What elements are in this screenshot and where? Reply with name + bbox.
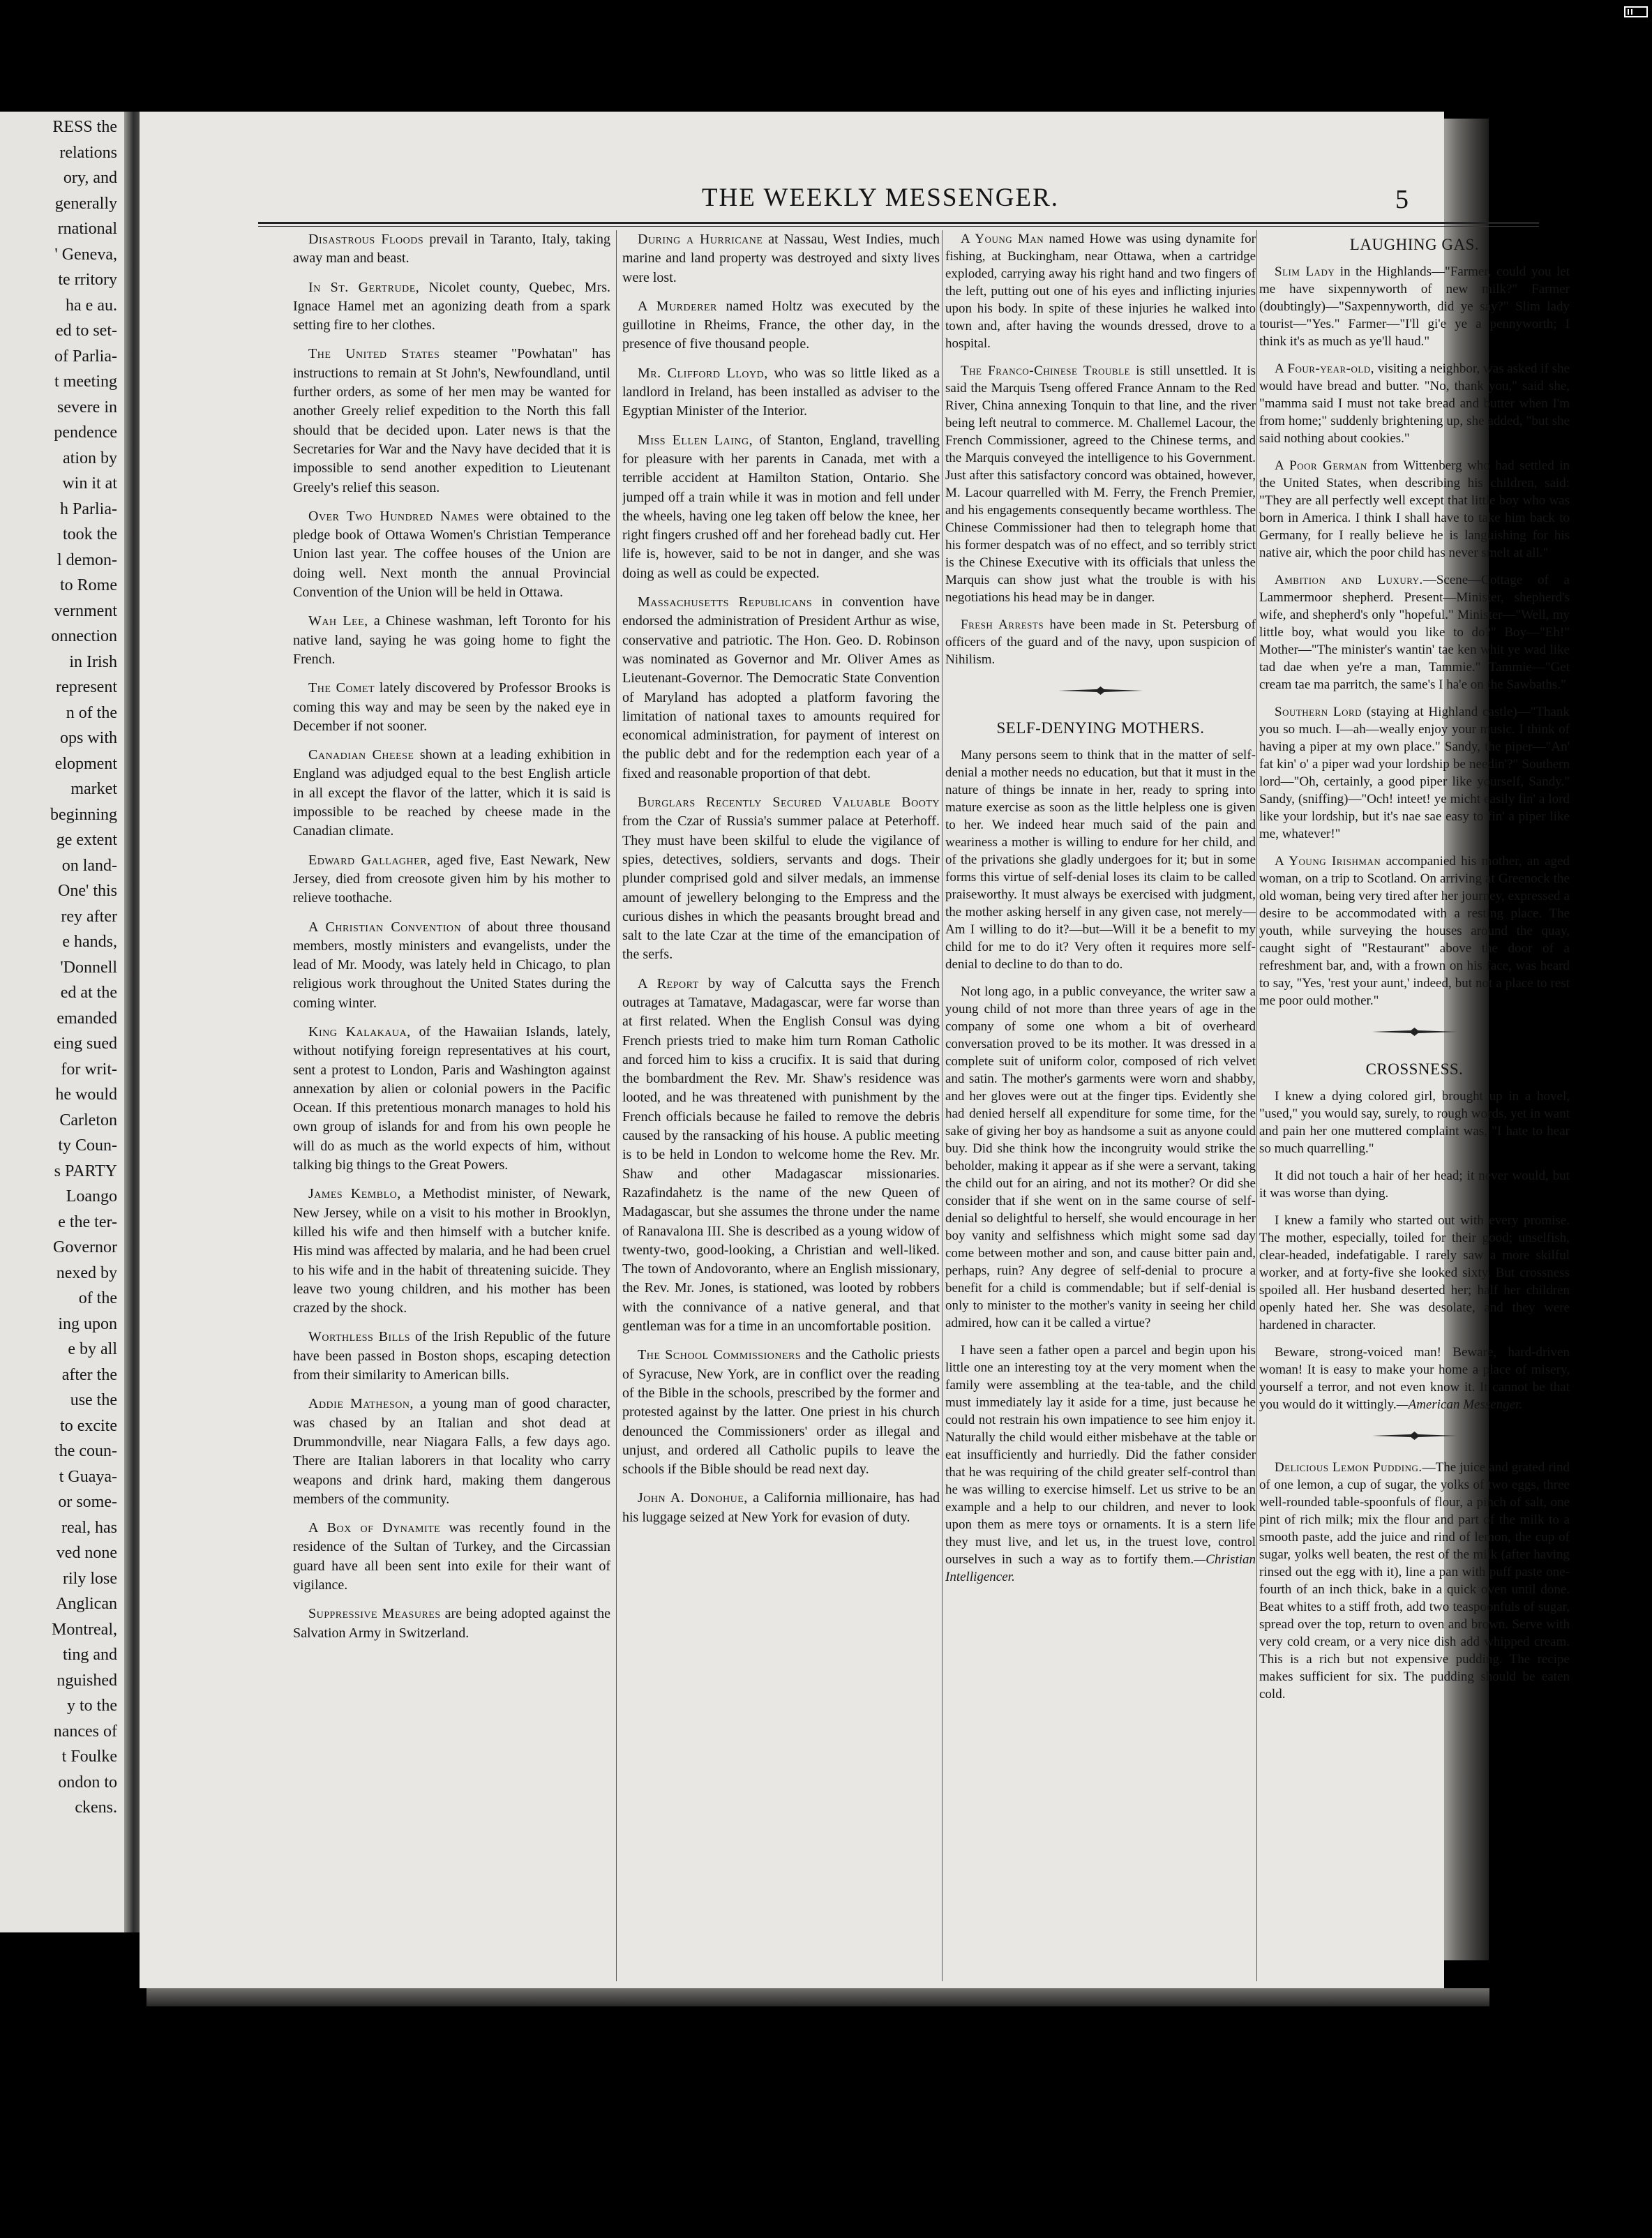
news-item [1259,263,1570,350]
section-divider-ornament-icon [945,685,1256,696]
left-page-fragment: ed to set- [56,322,117,340]
news-item [293,679,610,736]
left-page-fragment: One' this [58,882,117,900]
item-text: a California millionaire, has had his luggage seized at New York for evasion of duty. [622,1490,940,1525]
left-page-fragment: Carleton [59,1111,117,1129]
item-text: a Chinese washman, left Toronto for his native land, saying he was going home to fight the French. [293,613,610,667]
item-lead: Ambition and Luxury. [1275,573,1423,587]
item-lead: Worthless Bills [308,1329,411,1345]
left-page-fragment: ' Geneva, [54,245,117,264]
left-page-fragment: RESS the [52,118,117,136]
news-item [622,230,940,287]
left-page-fragment: ops with [59,729,117,747]
item-lead: Suppressive Measures [308,1606,441,1622]
book-gutter [124,112,140,1932]
left-page-fragment: ation by [63,449,117,467]
news-item [1259,703,1570,843]
news-item [293,1328,610,1385]
left-page-fragment: te rritory [58,271,117,289]
item-text: and the Catholic priests of Syracuse, New York, are in conflict over the reading of the Bible in the schools, prescribed by the former and protested against by the latter. One priest in his church denounced the Commissioners' order as illegal and unjust, and ordered all Catholic pupils to leave the schools if the Bible should be read next day. [622,1347,940,1478]
item-text: of the Irish Republic of the future have been passed in Boston shops, escaping detection from their similarity to American bills. [293,1329,610,1383]
column-2 [622,230,940,1974]
item-lead: Massachusetts Republicans [638,594,813,610]
previous-page-edge [0,112,124,1932]
item-text: at Nassau, West Indies, much marine and land property was destroyed and sixty lives were lost. [622,232,940,285]
item-text: in the Highlands—"Farmer, could you let me have sixpennyworth of new milk?" Farmer (doubtingly)—"Saxpennyworth, did ye say?" Slim lady tourist—"Yes." Farmer—"I'll gi'e ye a pennyworth; I think it's as much as ye'll haud." [1259,264,1570,349]
left-page-fragment: Anglican [56,1595,117,1613]
column-divider [942,230,943,1981]
item-lead: The School Commissioners [638,1347,802,1363]
item-lead: Fresh Arrests [961,617,1044,632]
column-1 [293,230,610,1974]
article-credit: —American Messenger. [1396,1397,1523,1412]
item-lead: Canadian Cheese [308,747,414,763]
item-text: lately discovered by Professor Brooks is coming this way and may be seen by the naked eye in December if not sooner. [293,680,610,734]
news-item [945,230,1256,352]
article-paragraph: Beware, strong-voiced man! Beware, hard-driven woman! It is easy to make your home a place of misery, yourself a terror, and not even know it. It cannot be that you would do it wittingly.—American Messenger. [1259,1345,1570,1412]
left-page-fragment: rey after [61,907,117,926]
item-lead: Southern Lord [1275,705,1362,719]
item-lead: The Franco-Chinese Trouble [961,363,1130,378]
left-page-fragment: n of the [66,703,117,722]
left-page-fragment: or some- [58,1493,117,1511]
news-item [945,616,1256,668]
item-lead: A Box of Dynamite [308,1520,441,1536]
left-page-fragment: t Guaya- [59,1467,117,1486]
item-lead: Mr. Clifford Lloyd, [638,365,768,381]
news-item [622,297,940,354]
item-text: —The juice and grated rind of one lemon, a cup of sugar, the yolks of two eggs, three well-rounded table-spoonfuls of flour, a pinch of salt, one pint of rich milk; mix the flour and part of the milk to a smooth paste, add the juice and rind of lemon, the cup of sugar, yolks well beaten, the rest of the milk (after having rinsed out the egg with it), line a pan with puff paste one-fourth of an inch thick, bake in a quick oven until done. Beat whites to a stiff froth, add two teaspoonfuls of sugar, spread over the top, return to oven and brown. Serve with very cold cream, or a very nice dish add whipped cream. This is a rich but not expensive pudding. The recipe makes sufficient for six. The pudding should be eaten cold. [1259,1460,1570,1702]
news-item [293,507,610,602]
left-page-fragment: e the ter- [58,1212,117,1231]
item-text: was recently found in the residence of the Sultan of Turkey, and the Circassian guard have all been sent into exile for their want of vigilance. [293,1520,610,1593]
left-page-fragment: to Rome [60,576,117,594]
item-text: of the Hawaiian Islands, lately, without notifying foreign representatives at his court, sent a protest to London, Paris and Washington against annexation by alien or colonial powers in the Pacific Ocean. If this pretentious monarch manages to hold his own group of islands for and from his own people he will do as much as the world expects of him, without talking big things to the Great Powers. [293,1023,610,1173]
news-item [622,364,940,421]
header-rule [258,222,1539,224]
left-page-fragment: e by all [68,1340,117,1358]
news-item [293,278,610,336]
item-text: of about three thousand members, mostly ministers and evangelists, under the lead of Mr. Moody, was lately held in Chicago, to plan religious work throughout the United States during the coming winter. [293,919,610,1011]
news-item [293,1395,610,1509]
section-divider-ornament-icon [1259,1430,1570,1441]
item-text: are being adopted against the Salvation Army in Switzerland. [293,1606,610,1641]
left-page-fragment: ty Coun- [58,1136,117,1155]
left-page-fragment: ge extent [56,831,117,849]
item-text: —Scene—Cottage of a Lammermoor shepherd. Present—Minister, shepherd's wife, and shepherd's only "hopeful." Minister—"Well, my little boy, what would you like to do?" Boy—"Eh!" Mother—"The minister's wantin' tae ken whit ye wad like tad dae when ye're a man, Tammie." Tammie—"Get cream tae ma parritch, the same's I ha'e on the Sawbaths." [1259,573,1570,692]
left-page-fragment: in Irish [69,652,117,671]
left-page-fragment: ing upon [58,1314,117,1333]
news-item [293,851,610,908]
item-text: (staying at Highland castle)—"Thank you so much. I—ah—weally enjoy your music. I think of having a piper at my own place." Sandy, the piper—"An' fat kin' o' a piper wad your lordship be needin'?" Southern lord—"Oh, certainly, a good piper like yourself, Sandy." Sandy, (sniffing)—"Och! inteet! ye micht easily fin' a lord like your lordship, but it's nae sae easy to fin' a piper like me, whatever!" [1259,705,1570,841]
news-item [945,362,1256,606]
item-lead: A Report [638,975,699,991]
left-page-fragment: l demon- [57,550,117,569]
left-page-fragment: of the [78,1289,117,1307]
item-lead: Slim Lady [1275,264,1335,279]
section-heading: CROSSNESS. [1365,1060,1464,1078]
item-lead: A Christian Convention [308,919,462,935]
item-lead: Edward Gallagher, [308,852,431,868]
left-page-fragment: use the [70,1391,117,1409]
news-item [293,612,610,669]
left-page-fragment: relations [59,143,117,162]
left-page-fragment: ved none [56,1544,117,1562]
item-lead: A Poor German [1275,458,1367,473]
news-item [293,230,610,269]
news-item [293,1605,610,1643]
left-page-fragment: rnational [57,220,117,238]
item-lead: A Young Man [961,232,1044,246]
news-item [622,975,940,1337]
item-lead: King Kalakaua, [308,1023,411,1039]
left-page-fragment: ondon to [58,1773,117,1792]
item-lead: Miss Ellen Laing, [638,432,753,448]
item-text: from Wittenberg who had settled in the United States, when describing his children, said: "They are all perfectly well except that little boy who was born in America. I think I shall have to take him back to Germany, for I really believe he is languishing for his native air, which the poor child has never smelt at all." [1259,458,1570,560]
news-item [622,431,940,583]
item-text: of Stanton, England, travelling for pleasure with her parents in Canada, met with a terrible accident at Hamilton Station, Ontario. She jumped off a train while it was in motion and fell under the wheels, having one leg taken off below the knee, her right fingers crushed off and her forehead badly cut. Her life is, however, said to be not in danger, and she was doing as well as could be expected. [622,432,940,581]
item-lead: James Kemblo, [308,1186,401,1202]
left-page-fragment: Governor [53,1238,117,1256]
left-page-fragment: represent [56,678,117,696]
item-lead: Over Two Hundred Names [308,508,479,524]
left-page-fragment: market [70,780,117,798]
item-lead: Wah Lee, [308,613,368,629]
left-page-fragment: severe in [57,398,117,416]
item-lead: A Young Irishman [1275,854,1381,869]
left-page-fragment: pendence [54,423,117,442]
left-page-fragment: nexed by [56,1263,117,1282]
item-lead: Delicious Lemon Pudding. [1275,1460,1422,1475]
left-page-fragment: win it at [62,474,117,493]
section-heading: SELF-DENYING MOTHERS. [996,719,1205,737]
item-lead: Addie Matheson, [308,1396,414,1412]
left-page-fragment: the coun- [54,1442,117,1460]
news-item [622,1489,940,1527]
left-page-fragment: Montreal, [52,1620,117,1639]
left-page-fragment: ory, and [63,169,117,187]
news-item [622,793,940,965]
article-paragraph: I knew a family who started out with every promise. The mother, especially, toiled for their good; unselfish, clear-headed, indefatigable. I rarely saw a more skilful worker, and at forty-five she looked sixty. But crossness spoiled all. Her husband deserted her; half her children openly hated her. She was desolate, and they were hardened in character. [1259,1213,1570,1332]
item-lead: In St. Gertrude, [308,279,420,295]
column-divider [1256,230,1257,1981]
news-item [293,918,610,1013]
left-page-fragment: e hands, [62,933,117,951]
newspaper-page [140,112,1570,1988]
news-item [1259,853,1570,1009]
left-page-fragment: s PARTY [54,1162,117,1180]
left-page-fragment: beginning [50,805,117,824]
left-page-fragment: t Foulke [61,1748,117,1766]
article-credit: —Christian Intelligencer. [945,1552,1256,1584]
left-page-fragment: ed at the [60,984,117,1002]
left-page-fragment: ting and [63,1646,117,1664]
left-page-fragment: on land- [61,856,117,875]
left-page-fragment: for writ- [61,1060,117,1079]
item-text: shown at a leading exhibition in England was adjudged equal to the best English article in all except the flavor of the latter, which it is said is impossible to be reached by cheese made in the Canadian climate. [293,747,610,839]
column-3 [945,230,1256,1974]
left-page-fragment: rily lose [63,1569,117,1588]
news-item [293,1023,610,1175]
left-page-fragment: to excite [60,1416,117,1435]
item-text: named Howe was using dynamite for fishing, at Buckingham, near Ottawa, when a cartridge exploded, carrying away his right hand and two fingers of the left, putting out one of his eyes and inflicting injuries upon his body. In spite of these injuries he walked into town and, after having the wounds dressed, drove to a hospital. [945,232,1256,351]
left-page-fragment: h Parlia- [60,500,117,518]
item-text: a Methodist minister, of Newark, New Jersey, while on a visit to his mother in Brooklyn, killed his wife and then himself with a butcher knife. His mind was affected by malaria, and he had been cruel to his wife and in the habit of threatening suicide. They leave two young children, and his mother has been crazed by the shock. [293,1186,610,1316]
left-page-fragment: Loango [66,1187,117,1206]
left-page-fragment: after the [61,1365,117,1384]
left-page-fragment: of Parlia- [54,347,117,366]
masthead-title: THE WEEKLY MESSENGER. [701,183,1060,212]
column-divider [616,230,617,1981]
left-page-fragment: real, has [61,1518,117,1537]
item-text: named Holtz was executed by the guillotine in Rheims, France, the other day, in the presence of five thousand people. [622,298,940,352]
article-paragraph: Many persons seem to think that in the matter of self-denial a mother needs no education, but that it must in the nature of things be innate in her, ready to spring into mature exercise as soon as the little helpless one is given to her. We indeed hear much said of the pain and weariness a mother is willing to endure for her child, and of the privations she gladly undergoes for it; but in some forms this virtue of self-denial loses its claim to be called praiseworthy. It must always be exercised with judgment, the mother asking herself in any given case, not merely—Am I willing to do it?—but—Will it be a benefit to my child for me to do it? Very often it requires more self-denial to decline to do than to do. [945,748,1256,972]
left-page-fragment: onnection [51,627,117,645]
left-page-fragment: 'Donnell [60,958,117,977]
scan-corner-mark-icon [1624,6,1648,18]
news-item [1259,571,1570,693]
item-text: Nicolet county, Quebec, Mrs. Ignace Hamel met an agonizing death from a spark setting fire to her clothes. [293,279,610,333]
news-item [293,1185,610,1318]
item-text: steamer "Powhatan" has instructions to remain at St John's, Newfoundland, until further orders, as some of her men may be wanted for another Greely relief expedition to the North this fall should that be decided upon. Later news is that the Secretaries for War and the Navy have decided that it is impossible to send another expedition to Lieutenant Greely's relief this season. [293,346,610,495]
news-item [1259,457,1570,562]
item-text: from the Czar of Russia's summer palace at Peterhoff. They must have been skilful to elude the vigilance of spies, detectives, soldiers, servants and dogs. Their plunder comprised gold and silver medals, an immense amount of jewellery belonging to the Empress and the curious dishes in which the peasants brought bread and salt to the late Czar at the time of the emancipation of the serfs. [622,813,940,963]
item-text: accompanied his mother, an aged woman, on a trip to Scotland. On arriving at Greenock the old woman, being very tired after her journey, expressed a desire to be accommodated with a resting place. The youth, while surveying the houses around the quay, caught sight of "Restaurant" above the door of a refreshment bar, and, with a frown on his face, was heard to say, "Yes, 'rest your aunt,' indeed, but not a place to rest me poor ould mother." [1259,854,1570,1008]
item-lead: The United States [308,346,440,362]
item-lead: During a Hurricane [638,232,763,247]
left-page-fragment: eing sued [53,1035,117,1053]
header-rule-thin [258,226,1539,227]
item-text: a young man of good character, was chased by an Italian and shot dead at Drummondville, near Niagara Falls, a few days ago. There are Italian laborers in that locality who carry weapons and drink hard, making them dangerous members of the community. [293,1396,610,1507]
item-lead: Disastrous Floods [308,232,424,247]
item-text: in convention have endorsed the administration of President Arthur as wise, conservative and patriotic. The Hon. Geo. D. Robinson was nominated as Governor and Mr. Oliver Ames as Lieutenant-Governor. The Democratic State Convention of Maryland has adopted a platform favoring the limitation of national taxes to amounts required for economical administration, for payment of interest on the public debt and for the redemption each year of a fixed and reasonable proportion of that debt. [622,594,940,781]
article-paragraph: I knew a dying colored girl, brought up in a hovel, "used," you would say, surely, to rough words, yet in want and pain her one muttered complaint was, "I hate to hear so much quarrelling." [1259,1089,1570,1156]
article-paragraph: Not long ago, in a public conveyance, the writer saw a young child of not more than three years of age in the company of some one whom a bit of overheard conversation proved to be its mother. It was dressed in a complete suit of uniform color, composed of rich velvet and satin. The mother's garments were worn and shabby, and her gloves were out at the finger tips. Evidently she had denied herself all expenditure for some time, for the sake of giving her boy as handsome a suit as anyone could buy. Did she think how the incongruity would strike the beholder, making it appear as if she were a servant, taking the child out for an airing, and not its mother? Or did she consider that if she went on in the same course of self-denial so delightful to herself, she would encourage in her boy vanity and selfishness which might some sad day come between mother and son, and cause bitter pain and, perhaps, ruin? Any degree of self-denial to procure a benefit for a child is commendable; but if self-denial is only to minister to the mother's vanity in seeing her child admired, how can it be called a virtue? [945,984,1256,1330]
news-item [293,1519,610,1595]
news-item [1259,360,1570,447]
page-number: 5 [1395,185,1409,214]
left-page-fragment: ckens. [75,1798,117,1817]
column-4 [1259,230,1570,1974]
item-lead: John A. Donohue, [638,1490,748,1506]
left-page-fragment: generally [54,194,117,213]
left-page-fragment: he would [55,1086,117,1104]
item-text: is still unsettled. It is said the Marquis Tseng offered France Annam to the Red River, China annexing Tonquin to that line, and the river being left neutral to commerce. M. Challemel Lacour, the French Commissioner, agreed to the Chinese terms, and the Marquis conveyed the intelligence to his Government. Just after this satisfactory concord was obtained, however, M. Lacour quarrelled with M. Ferry, the French Premier, and his engagements consequently became worthless. The Chinese Commissioner had then to telegraph home that his former despatch was of no effect, and so terribly strict is the Chinese Executive with its officials that unless the Marquis can show just what the trouble is with his negotiations his head may be in danger. [945,363,1256,605]
item-text: aged five, East Newark, New Jersey, died from creosote given him by his mother to relieve toothache. [293,852,610,906]
item-text: by way of Calcutta says the French outrages at Tamatave, Madagascar, were far worse than at first related. When the English Consul was dying French priests tried to make him turn Roman Catholic and forced him to kiss a crucifix. It is said that during the bombardment the Rev. Mr. Shaw's residence was looted, and he was threatened with punishment by the French officials because he failed to remove the debris caused by the ransacking of his house. A public meeting is to be held in London to welcome home the Rev. Mr. Shaw and other Madagascar missionaries. Razafindahetz is the name of the new Queen of Madagascar, but she assumes the throne under the name of Ranavalona III. She is described as a young widow of twenty-two, good-looking, a Christian and well-liked. The town of Andovoranto, where an English missionary, the Rev. Mr. Jones, is stationed, was looted by robbers with the connivance of a native general, and that gentleman was for a time in an uncomfortable position. [622,975,940,1335]
item-text: who was so little liked as a landlord in Ireland, has been installed as adviser to the Egyptian Minister of the Interior. [622,365,940,419]
item-text: prevail in Taranto, Italy, taking away man and beast. [293,232,610,266]
article-paragraph: It did not touch a hair of her head; it never would, but it was worse than dying. [1259,1169,1570,1201]
news-item [293,746,610,841]
left-page-fragment: took the [63,525,117,543]
news-item [1259,1459,1570,1703]
item-text: have been made in St. Petersburg of officers of the guard and of the navy, upon suspicion of Nihilism. [945,617,1256,667]
item-text: were obtained to the pledge book of Ottawa Women's Christian Temperance Union last year. The coffee houses of the Union are doing well. Next month the annual Provincial Convention of the Union will be held in Ottawa. [293,508,610,601]
left-page-fragment: vernment [54,601,117,620]
left-page-fragment: ha e au. [66,296,117,315]
left-page-fragment: elopment [54,754,117,773]
article-paragraph: I have seen a father open a parcel and begin upon his little one an interesting toy at the very moment when the family were assembling at the tea-table, and the child must immediately lay it aside for a time, just because he could not restrain his own impatience to see him enjoy it. Naturally the child would either misbehave at the table or eat insufficiently and hurriedly. Did the father consider that he was requiring of the child greater self-control than he was willing to exercise himself. Let us strive to be an example and a help to our children, and never to look upon them as mere toys or ornaments. It is a stern life they must live, and let us, in the truest love, control ourselves in such a way as to fortify them.—Christian Intelligencer. [945,1343,1256,1584]
news-item [622,593,940,783]
left-page-fragment: nances of [53,1722,117,1741]
left-page-fragment: t meeting [54,373,117,391]
left-page-fragment: nguished [57,1671,117,1690]
item-lead: A Four-year-old, [1275,361,1374,376]
news-item [622,1346,940,1479]
item-lead: A Murderer [638,298,717,314]
left-page-fragment: y to the [67,1697,117,1715]
left-page-fragment: emanded [57,1009,117,1028]
news-item [293,345,610,497]
item-lead: The Comet [308,680,375,696]
section-heading: LAUGHING GAS. [1349,236,1480,253]
section-divider-ornament-icon [1259,1026,1570,1037]
item-lead: Burglars Recently Secured Valuable Booty [638,795,940,811]
page-bottom-edge [147,1988,1489,2006]
item-text: visiting a neighbor, was asked if she would have bread and butter. "No, thank you," said she, "mamma said I must not take bread and butter when I'm from home;" suddenly brightening up, she added, "but she said nothing about cookies." [1259,361,1570,446]
